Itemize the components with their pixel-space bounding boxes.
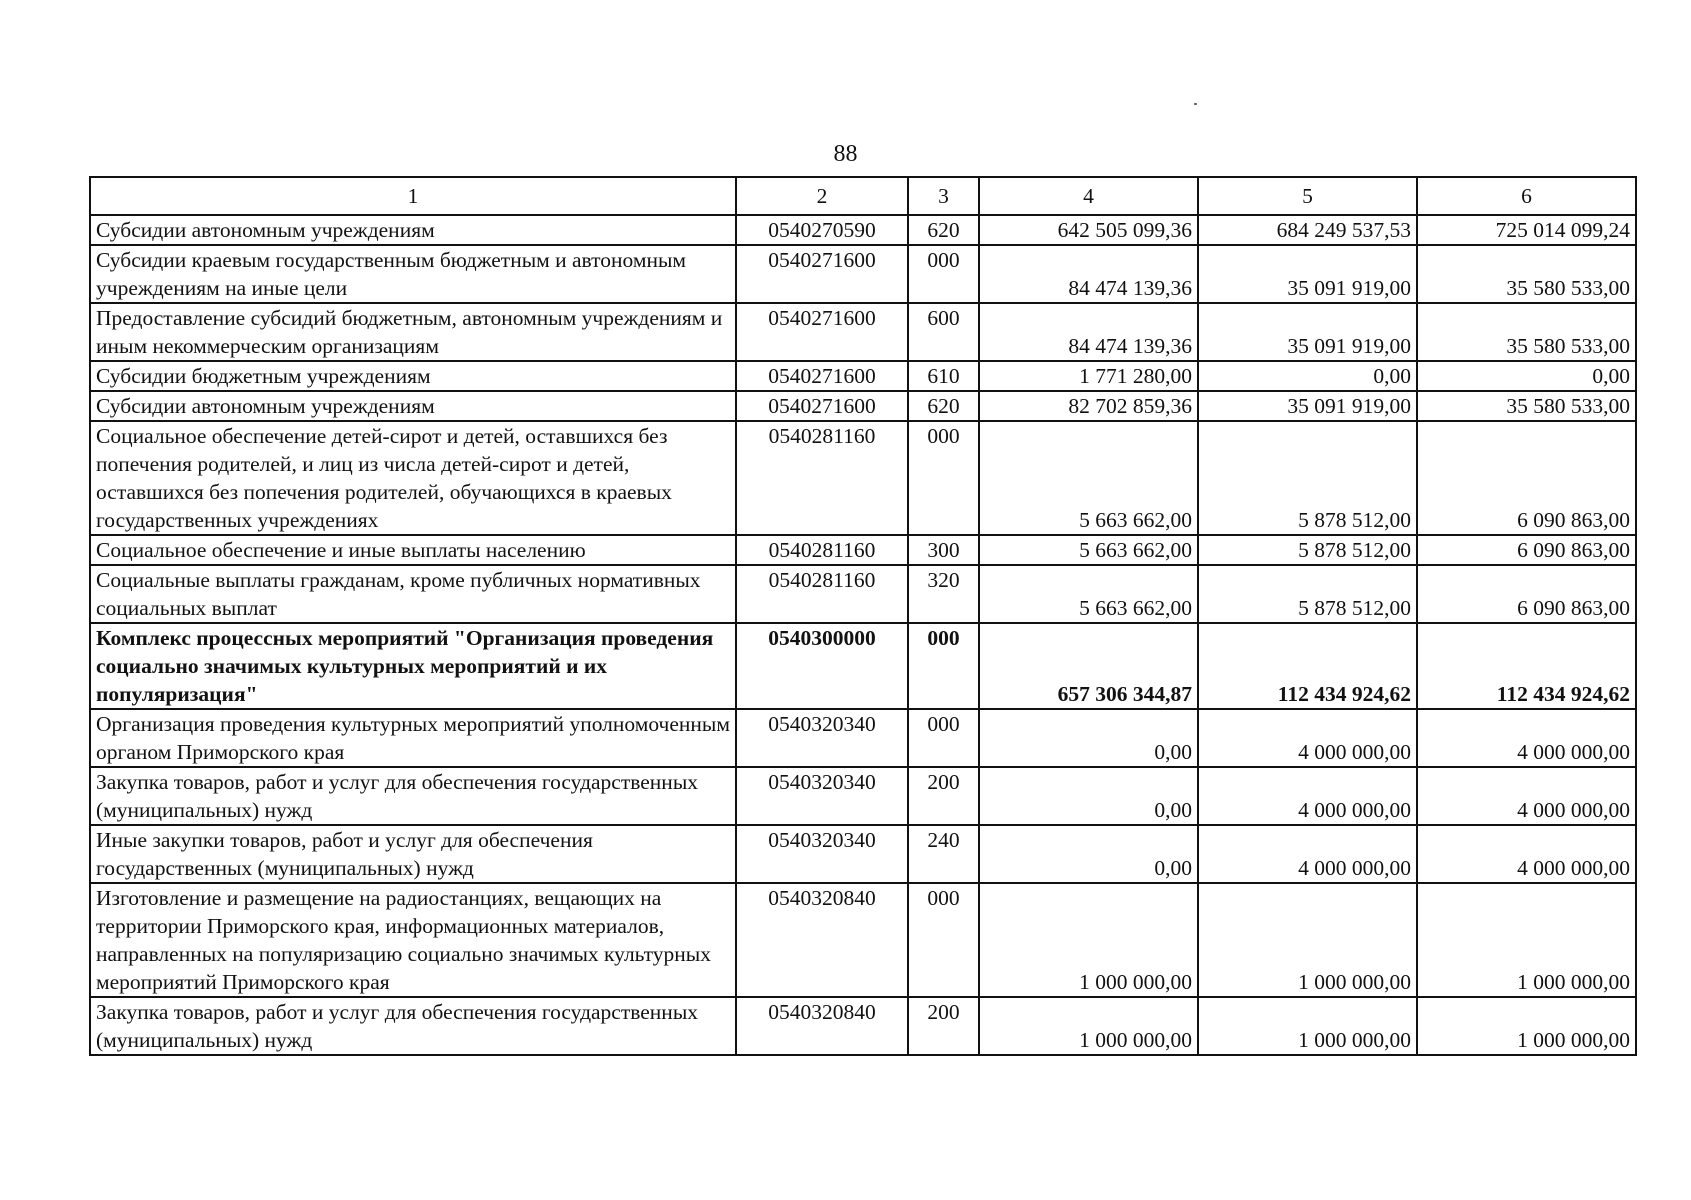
row-type-cell: 000 [908, 421, 979, 535]
row-amount-col4-cell: 0,00 [979, 825, 1198, 883]
row-amount-col4-cell: 5 663 662,00 [979, 565, 1198, 623]
table-row [90, 215, 1636, 245]
row-amount-col4-cell: 5 663 662,00 [979, 421, 1198, 535]
row-amount-col4-cell: 82 702 859,36 [979, 391, 1198, 421]
table-row [90, 303, 1636, 361]
row-code-cell: 0540281160 [736, 421, 908, 535]
table-row [90, 883, 1636, 997]
column-header-5: 5 [1198, 177, 1417, 215]
row-amount-col6-cell: 112 434 924,62 [1417, 623, 1636, 709]
column-header-4: 4 [979, 177, 1198, 215]
row-code-cell: 0540320840 [736, 997, 908, 1055]
row-amount-col5-cell: 0,00 [1198, 361, 1417, 391]
row-name-cell: Субсидии краевым государственным бюджетным и автономным учреждениям на иные цели [90, 245, 736, 303]
row-name-cell: Социальное обеспечение детей-сирот и детей, оставшихся без попечения родителей, и лиц из числа детей-сирот и детей, оставшихся без попечения родителей, обучающихся в краевых государственных учреждениях [90, 421, 736, 535]
row-type-cell: 000 [908, 245, 979, 303]
table-row [90, 535, 1636, 565]
row-type-cell: 610 [908, 361, 979, 391]
row-amount-col5-cell: 35 091 919,00 [1198, 391, 1417, 421]
row-name-cell: Субсидии автономным учреждениям [90, 391, 736, 421]
table-row [90, 565, 1636, 623]
column-header-3: 3 [908, 177, 979, 215]
row-code-cell: 0540320340 [736, 709, 908, 767]
row-amount-col5-cell: 35 091 919,00 [1198, 245, 1417, 303]
row-amount-col4-cell: 0,00 [979, 709, 1198, 767]
row-name-cell: Субсидии автономным учреждениям [90, 215, 736, 245]
row-code-cell: 0540271600 [736, 361, 908, 391]
row-amount-col4-cell: 1 000 000,00 [979, 883, 1198, 997]
row-amount-col6-cell: 725 014 099,24 [1417, 215, 1636, 245]
row-amount-col5-cell: 35 091 919,00 [1198, 303, 1417, 361]
row-amount-col6-cell: 0,00 [1417, 361, 1636, 391]
row-amount-col4-cell: 84 474 139,36 [979, 303, 1198, 361]
row-amount-col4-cell: 5 663 662,00 [979, 535, 1198, 565]
row-name-cell: Иные закупки товаров, работ и услуг для обеспечения государственных (муниципальных) нужд [90, 825, 736, 883]
row-type-cell: 200 [908, 997, 979, 1055]
row-name-cell: Закупка товаров, работ и услуг для обеспечения государственных (муниципальных) нужд [90, 767, 736, 825]
table-row [90, 997, 1636, 1055]
row-type-cell: 240 [908, 825, 979, 883]
row-amount-col5-cell: 684 249 537,53 [1198, 215, 1417, 245]
row-amount-col5-cell: 4 000 000,00 [1198, 825, 1417, 883]
row-type-cell: 000 [908, 883, 979, 997]
row-amount-col6-cell: 35 580 533,00 [1417, 245, 1636, 303]
row-amount-col4-cell: 0,00 [979, 767, 1198, 825]
row-name-cell: Социальное обеспечение и иные выплаты населению [90, 535, 736, 565]
row-type-cell: 000 [908, 623, 979, 709]
page-number: 88 [833, 141, 858, 167]
row-code-cell: 0540271600 [736, 303, 908, 361]
table-row [90, 361, 1636, 391]
row-code-cell: 0540300000 [736, 623, 908, 709]
row-amount-col5-cell: 1 000 000,00 [1198, 883, 1417, 997]
row-amount-col6-cell: 6 090 863,00 [1417, 565, 1636, 623]
table-row [90, 623, 1636, 709]
row-amount-col5-cell: 1 000 000,00 [1198, 997, 1417, 1055]
row-amount-col6-cell: 6 090 863,00 [1417, 421, 1636, 535]
row-amount-col4-cell: 1 771 280,00 [979, 361, 1198, 391]
row-type-cell: 200 [908, 767, 979, 825]
row-amount-col5-cell: 5 878 512,00 [1198, 535, 1417, 565]
row-code-cell: 0540270590 [736, 215, 908, 245]
row-code-cell: 0540271600 [736, 245, 908, 303]
row-type-cell: 620 [908, 215, 979, 245]
row-amount-col4-cell: 657 306 344,87 [979, 623, 1198, 709]
row-amount-col6-cell: 4 000 000,00 [1417, 709, 1636, 767]
table-row [90, 391, 1636, 421]
row-amount-col6-cell: 4 000 000,00 [1417, 825, 1636, 883]
row-amount-col6-cell: 35 580 533,00 [1417, 303, 1636, 361]
row-amount-col5-cell: 4 000 000,00 [1198, 709, 1417, 767]
column-header-1: 1 [90, 177, 736, 215]
row-amount-col5-cell: 5 878 512,00 [1198, 421, 1417, 535]
row-name-cell: Субсидии бюджетным учреждениям [90, 361, 736, 391]
row-amount-col4-cell: 642 505 099,36 [979, 215, 1198, 245]
table-row [90, 421, 1636, 535]
row-amount-col4-cell: 84 474 139,36 [979, 245, 1198, 303]
row-type-cell: 300 [908, 535, 979, 565]
row-name-cell: Комплекс процессных мероприятий "Организация проведения социально значимых культурных мероприятий и их популяризация" [90, 623, 736, 709]
row-amount-col5-cell: 112 434 924,62 [1198, 623, 1417, 709]
budget-table [89, 176, 1637, 1056]
row-code-cell: 0540281160 [736, 565, 908, 623]
row-amount-col6-cell: 6 090 863,00 [1417, 535, 1636, 565]
row-type-cell: 600 [908, 303, 979, 361]
row-code-cell: 0540281160 [736, 535, 908, 565]
row-amount-col6-cell: 1 000 000,00 [1417, 997, 1636, 1055]
row-name-cell: Организация проведения культурных мероприятий уполномоченным органом Приморского края [90, 709, 736, 767]
column-header-6: 6 [1417, 177, 1636, 215]
row-code-cell: 0540320840 [736, 883, 908, 997]
table-row [90, 825, 1636, 883]
column-header-2: 2 [736, 177, 908, 215]
row-name-cell: Закупка товаров, работ и услуг для обеспечения государственных (муниципальных) нужд [90, 997, 736, 1055]
row-code-cell: 0540320340 [736, 767, 908, 825]
scan-speck [1194, 103, 1197, 105]
table-header-row [90, 177, 1636, 215]
row-amount-col5-cell: 4 000 000,00 [1198, 767, 1417, 825]
row-name-cell: Социальные выплаты гражданам, кроме публичных нормативных социальных выплат [90, 565, 736, 623]
row-code-cell: 0540320340 [736, 825, 908, 883]
row-amount-col6-cell: 35 580 533,00 [1417, 391, 1636, 421]
table-row [90, 245, 1636, 303]
table-row [90, 709, 1636, 767]
row-amount-col4-cell: 1 000 000,00 [979, 997, 1198, 1055]
row-type-cell: 320 [908, 565, 979, 623]
row-name-cell: Изготовление и размещение на радиостанциях, вещающих на территории Приморского края, информационных материалов, направленных на популяризацию социально значимых культурных мероприятий Приморского края [90, 883, 736, 997]
row-amount-col6-cell: 1 000 000,00 [1417, 883, 1636, 997]
row-amount-col6-cell: 4 000 000,00 [1417, 767, 1636, 825]
table-row [90, 767, 1636, 825]
row-code-cell: 0540271600 [736, 391, 908, 421]
row-type-cell: 000 [908, 709, 979, 767]
row-name-cell: Предоставление субсидий бюджетным, автономным учреждениям и иным некоммерческим организациям [90, 303, 736, 361]
row-type-cell: 620 [908, 391, 979, 421]
row-amount-col5-cell: 5 878 512,00 [1198, 565, 1417, 623]
